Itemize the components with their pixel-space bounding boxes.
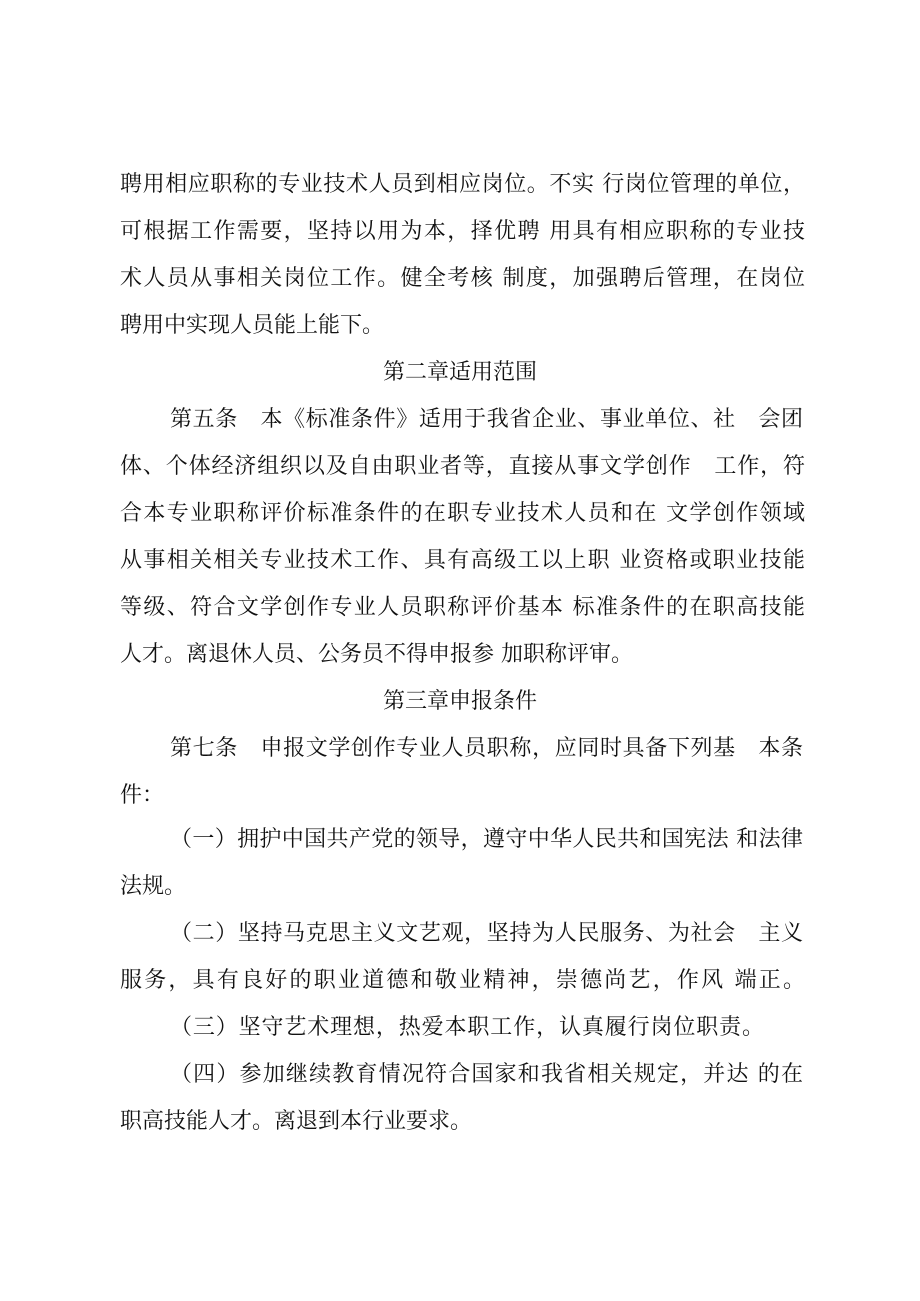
list-item-line: （三）坚守艺术理想，热爱本职工作，认真履行岗位职责。 [170, 1015, 764, 1040]
paragraph-line: 聘用中实现人员能上能下。 [120, 313, 385, 338]
paragraph-line: 法规。 [120, 874, 187, 899]
paragraph-line: 服务，具有良好的职业道德和敬业精神，崇德尚艺，作风 端正。 [120, 968, 805, 993]
paragraph-line: 从事相关相关专业技术工作、具有高级工以上职 业资格或职业技能 [120, 548, 805, 573]
list-item-line: （四）参加继续教育情况符合国家和我省相关规定，并达 的在 [170, 1062, 803, 1087]
paragraph-line: 可根据工作需要，坚持以用为本，择优聘 用具有相应职称的专业技 [120, 219, 805, 244]
paragraph-line: 职高技能人才。离退到本行业要求。 [120, 1109, 473, 1134]
paragraph-line: 聘用相应职称的专业技术人员到相应岗位。不实 行岗位管理的单位， [120, 172, 805, 197]
list-item-line: （一）拥护中国共产党的领导，遵守中华人民共和国宪法 和法律 [170, 827, 803, 852]
paragraph-line: 等级、符合文学创作专业人员职称评价基本 标准条件的在职高技能 [120, 595, 805, 620]
paragraph-line: 件： [120, 783, 165, 808]
paragraph-line: 术人员从事相关岗位工作。健全考核 制度，加强聘后管理，在岗位 [120, 266, 805, 291]
article-line: 第七条 申报文学创作专业人员职称，应同时具备下列基 本条 [170, 736, 803, 761]
chapter-heading: 第二章适用范围 [382, 360, 537, 385]
paragraph-line: 体、个体经济组织以及自由职业者等，直接从事文学创作 工作，符 [120, 454, 805, 479]
list-item-line: （二）坚持马克思主义文艺观，坚持为人民服务、为社会 主义 [170, 921, 803, 946]
paragraph-line: 人才。离退休人员、公务员不得申报参 加职称评审。 [120, 642, 633, 667]
chapter-heading: 第三章申报条件 [382, 689, 537, 714]
paragraph-line: 合本专业职称评价标准条件的在职专业技术人员和在 文学创作领域 [120, 501, 805, 526]
article-line: 第五条 本《标准条件》适用于我省企业、事业单位、社 会团 [170, 407, 803, 432]
